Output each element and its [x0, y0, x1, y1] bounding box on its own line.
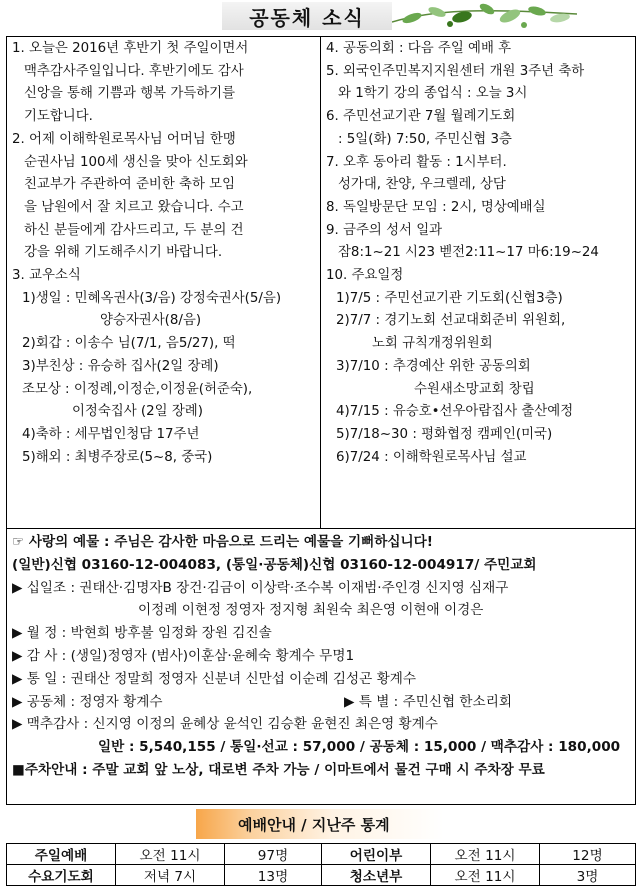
offering-notice: ☞ 사랑의 예물 : 주님은 감사한 마음으로 드리는 예물을 기뻐하십니다!: [12, 534, 433, 550]
news-line: 4. 공동의회 : 다음 주일 예배 후: [326, 41, 512, 56]
offering-section: [12, 531, 632, 782]
news-line: 2)7/7 : 경기노회 선교대회준비 위원회,: [336, 313, 566, 329]
news-line: 2. 어제 이해학원로목사님 어머님 한맹: [12, 131, 236, 147]
news-line: 5)7/18~30 : 평화협정 캠페인(미국): [336, 426, 553, 442]
donor-line-community: ▶ 공동체 : 정영자 황계수: [12, 693, 163, 710]
worship-stats-table: [6, 843, 636, 886]
service-name: 주일예배: [7, 844, 116, 865]
parking-notice: ■주차안내 : 주말 교회 앞 노상, 대로변 주차 가능 / 이마트에서 물건 구매 시 주차장 무료: [12, 761, 545, 778]
news-line: 3)부친상 : 유승하 집사(2일 장례): [22, 358, 219, 374]
news-line: 하신 분들에게 감사드리고, 두 분의 건: [24, 222, 244, 238]
news-line: 수원새소망교회 창립: [414, 381, 535, 397]
news-line: 6. 주민선교기관 7월 월례기도회: [326, 109, 516, 125]
news-line: 7. 오후 동아리 활동 : 1시부터.: [326, 154, 507, 170]
news-line: 양승자권사(8/음): [100, 313, 202, 329]
news-line: 3)7/10 : 추경예산 위한 공동의회: [336, 358, 531, 374]
news-line: 잠8:1~21 시23 벧전2:11~17 마6:19~24: [338, 245, 599, 261]
section-divider: [6, 528, 636, 529]
table-row: [7, 865, 636, 886]
news-line: 5. 외국인주민복지지원센터 개원 3주년 축하: [326, 63, 585, 79]
right-column: [326, 38, 632, 469]
news-line: 5)해외 : 최병주장로(5~8, 중국): [22, 449, 213, 465]
bank-accounts: (일반)신협 03160-12-004083, (통일·공동체)신협 03160-12-004917/ 주민교회: [12, 556, 537, 573]
attendance-count: 3명: [540, 865, 636, 886]
news-line: 와 1학기 강의 종업식 : 오늘 3시: [338, 86, 528, 102]
news-line: 6)7/24 : 이해학원로목사님 설교: [336, 449, 527, 465]
table-row: [7, 844, 636, 865]
news-line: 조모상 : 이정례,이정순,이정윤(허준숙),: [22, 381, 253, 397]
news-line: 1. 오늘은 2016년 후반기 첫 주일이면서: [12, 41, 249, 56]
donor-line-special: ▶ 특 별 : 주민신협 한소리회: [344, 693, 512, 710]
news-line: 이정숙집사 (2일 장례): [72, 404, 203, 420]
news-line: 순권사님 100세 생신을 맞아 신도회와: [24, 154, 248, 170]
news-line: 을 남원에서 잘 치르고 왔습니다. 수고: [24, 199, 244, 215]
donor-line-unity: ▶ 통 일 : 권태산 정말희 정영자 신분녀 신만섭 이순례 김성곤 황계수: [12, 670, 416, 687]
news-line: 신앙을 통해 기쁨과 행복 가득하기를: [24, 86, 236, 102]
service-name: 수요기도회: [7, 865, 116, 886]
attendance-count: 12명: [540, 844, 636, 865]
page-title: 공동체 소식: [222, 2, 392, 30]
header: [0, 0, 641, 36]
news-line: 친교부가 주관하여 준비한 축하 모임: [24, 177, 236, 193]
worship-stats-heading: 예배안내 / 지난주 통계: [196, 809, 444, 839]
news-line: 9. 금주의 성서 일과: [326, 222, 443, 238]
service-time: 저녁 7시: [116, 865, 225, 886]
news-line: 8. 독일방문단 모임 : 2시, 명상예배실: [326, 199, 546, 215]
attendance-count: 97명: [225, 844, 322, 865]
news-line: 1)생일 : 민혜옥권사(3/음) 강정숙권사(5/음): [22, 290, 282, 306]
news-line: 기도합니다.: [24, 109, 93, 125]
donor-line-harvest: ▶ 맥추감사 : 신지영 이정의 윤혜상 윤석인 김승환 윤현진 최은영 황계수: [12, 716, 438, 733]
news-line: 노회 규칙개정위원회: [372, 336, 493, 352]
leaf-decoration-icon: [392, 0, 577, 34]
news-line: 맥추감사주일입니다. 후반기에도 감사: [24, 63, 244, 79]
attendance-count: 13명: [225, 865, 322, 886]
news-line: : 5일(화) 7:50, 주민신협 3층: [338, 131, 512, 147]
news-line: 성가대, 찬양, 우크렐레, 상담: [338, 177, 506, 193]
service-name: 청소년부: [322, 865, 431, 886]
donor-line-monthly: ▶ 월 정 : 박현희 방후불 임정화 장원 김진솔: [12, 625, 272, 642]
news-line: 강을 위해 기도해주시기 바랍니다.: [24, 245, 223, 261]
news-heading: 10. 주요일정: [326, 268, 404, 284]
news-line: 4)7/15 : 유승호•선우아람집사 출산예정: [336, 404, 574, 420]
service-time: 오전 11시: [431, 844, 540, 865]
column-divider: [320, 36, 321, 529]
donor-line-tithe: ▶ 십일조 : 권태산·김명자B 장건·김금이 이상락·조수복 이재범·주인경 신지영 심재구: [12, 579, 509, 596]
news-line: 4)축하 : 세무법인청담 17주년: [22, 426, 200, 442]
news-line: 2)회갑 : 이송수 님(7/1, 음5/27), 떡: [22, 336, 236, 352]
news-heading: 3. 교우소식: [12, 268, 81, 284]
donor-line-tithe-cont: 이정례 이현정 정영자 정지형 최원숙 최은영 이현애 이경은: [138, 602, 484, 619]
service-time: 오전 11시: [116, 844, 225, 865]
donor-line-thanks: ▶ 감 사 : (생일)정영자 (범사)이훈삼·윤혜숙 황계수 무명1: [12, 647, 355, 664]
left-column: [12, 38, 316, 469]
news-line: 1)7/5 : 주민선교기관 기도회(신협3층): [336, 290, 563, 306]
service-name: 어린이부: [322, 844, 431, 865]
service-time: 오전 11시: [431, 865, 540, 886]
offering-totals: 일반 : 5,540,155 / 통일·선교 : 57,000 / 공동체 : 15,000 / 맥추감사 : 180,000: [98, 739, 621, 756]
